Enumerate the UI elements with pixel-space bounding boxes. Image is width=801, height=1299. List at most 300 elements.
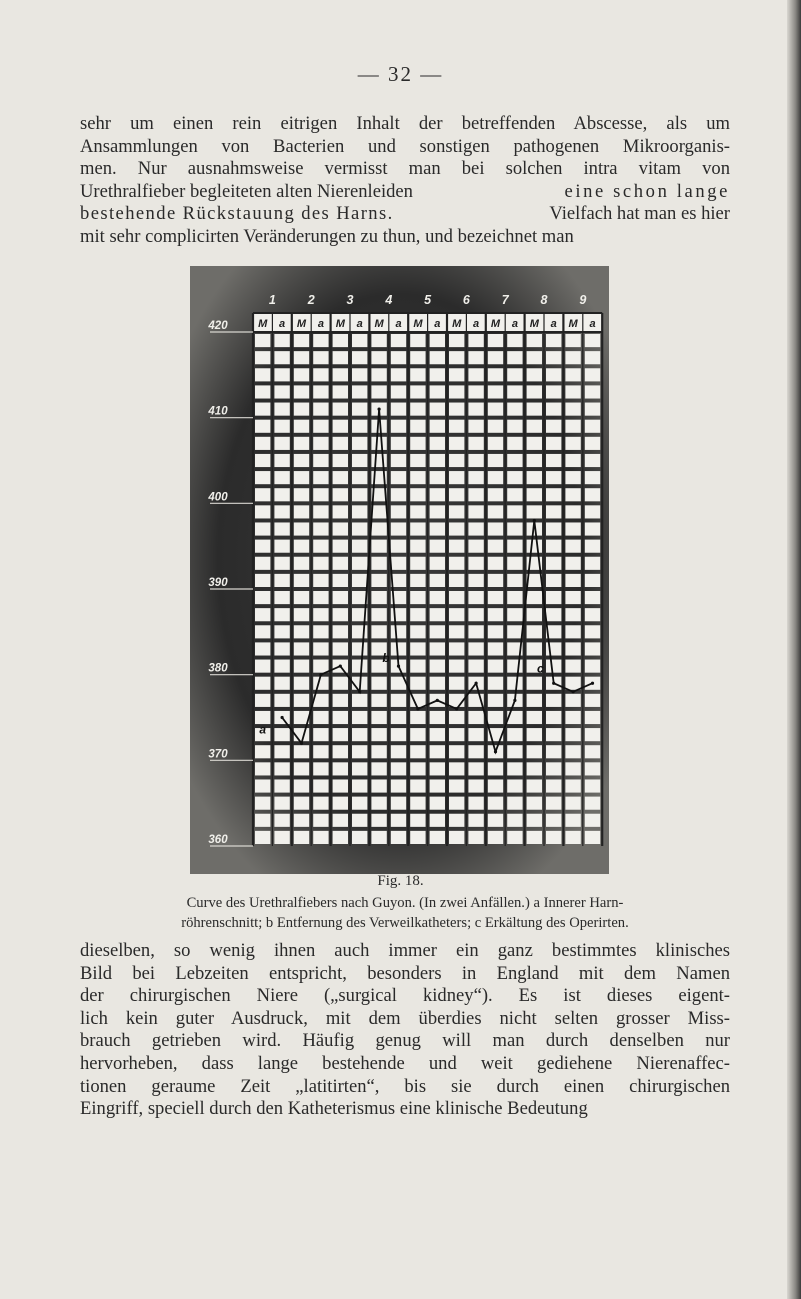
grid-cell (255, 471, 270, 484)
grid-cell (507, 385, 522, 398)
data-point (358, 690, 361, 693)
grid-cell (391, 368, 406, 381)
grid-cell (371, 745, 386, 758)
grid-cell (313, 608, 328, 621)
grid-cell (488, 762, 503, 775)
figure-caption (80, 893, 730, 933)
grid-cell (410, 403, 425, 416)
grid-cell (391, 540, 406, 553)
grid-cell (333, 745, 348, 758)
grid-cell (371, 625, 386, 638)
grid-cell (430, 505, 445, 518)
grid-cell (449, 745, 464, 758)
grid-cell (507, 368, 522, 381)
grid-cell (333, 797, 348, 810)
grid-cell (274, 745, 289, 758)
column-label: M (296, 318, 307, 330)
grid-cell (294, 420, 309, 433)
grid-cell (313, 385, 328, 398)
grid-cell (333, 334, 348, 347)
grid-cell (585, 420, 600, 433)
grid-cell (527, 797, 542, 810)
grid-cell (352, 728, 367, 741)
grid-cell (585, 351, 600, 364)
grid-cell (371, 437, 386, 450)
grid-cell (527, 694, 542, 707)
caption-line: röhrenschnitt; b Entfernung des Verweilkatheters; c Erkältung des Operirten. (181, 915, 629, 931)
grid-cell (488, 831, 503, 844)
column-label: a (317, 318, 324, 330)
data-point (300, 742, 303, 745)
grid-cell (488, 334, 503, 347)
grid-cell (410, 728, 425, 741)
paragraph-line: brauch getrieben wird. Häufig genug will man durch denselben nur (80, 1030, 730, 1052)
grid-cell (274, 488, 289, 501)
grid-cell (565, 403, 580, 416)
grid-cell (507, 797, 522, 810)
grid-cell (468, 385, 483, 398)
paragraph-line: der chirurgischen Niere („surgical kidney“). Es ist dieses eigent- (80, 985, 730, 1007)
grid-cell (255, 625, 270, 638)
grid-cell (565, 454, 580, 467)
grid-cell (468, 642, 483, 655)
grid-cell (313, 540, 328, 553)
grid-cell (255, 797, 270, 810)
grid-cell (527, 334, 542, 347)
grid-cell (488, 540, 503, 553)
grid-cell (430, 591, 445, 604)
grid-cell (449, 728, 464, 741)
grid-cell (507, 779, 522, 792)
grid-cell (527, 814, 542, 827)
grid-cell (255, 540, 270, 553)
grid-cell (468, 745, 483, 758)
grid-cell (468, 574, 483, 587)
grid-cell (352, 574, 367, 587)
grid-cell (274, 642, 289, 655)
data-point (416, 707, 419, 710)
paragraph-fragment: Urethralfieber begleiteten alten Nierenleiden (80, 180, 413, 202)
grid-cell (352, 385, 367, 398)
grid-cell (255, 403, 270, 416)
grid-cell (488, 351, 503, 364)
grid-cell (507, 471, 522, 484)
grid-cell (313, 625, 328, 638)
grid-cell (352, 403, 367, 416)
grid-cell (352, 694, 367, 707)
grid-cell (352, 471, 367, 484)
grid-cell (352, 831, 367, 844)
grid-cell (371, 762, 386, 775)
grid-cell (313, 403, 328, 416)
grid-cell (468, 351, 483, 364)
grid-cell (430, 608, 445, 621)
data-point (397, 665, 400, 668)
grid-cell (527, 642, 542, 655)
grid-cell (313, 368, 328, 381)
page-number: — 32 — (357, 62, 444, 86)
grid-cell (391, 814, 406, 827)
column-label: a (356, 318, 363, 330)
grid-cell (352, 540, 367, 553)
grid-cell (333, 694, 348, 707)
grid-cell (294, 591, 309, 604)
grid-cell (507, 403, 522, 416)
grid-cell (410, 488, 425, 501)
grid-cell (527, 540, 542, 553)
grid-cell (565, 471, 580, 484)
grid-cell (449, 540, 464, 553)
column-label: M (452, 318, 462, 330)
grid-cell (352, 660, 367, 673)
grid-cell (294, 677, 309, 690)
grid-cell (255, 677, 270, 690)
grid-cell (333, 762, 348, 775)
grid-cell (255, 745, 270, 758)
grid-cell (488, 505, 503, 518)
grid-cell (313, 779, 328, 792)
y-tick-label: 360 (208, 834, 228, 846)
grid-cell (585, 694, 600, 707)
grid-cell (313, 334, 328, 347)
grid-cell (546, 591, 561, 604)
grid-cell (352, 351, 367, 364)
grid-cell (468, 488, 483, 501)
grid-cell (294, 625, 309, 638)
grid-cell (352, 711, 367, 724)
grid-cell (313, 522, 328, 535)
grid-cell (565, 574, 580, 587)
caption-line: Curve des Urethralfiebers nach Guyon. (In zwei Anfällen.) a Innerer Harn- (186, 895, 624, 911)
grid-cell (255, 608, 270, 621)
grid-cell (255, 814, 270, 827)
column-label: a (550, 318, 557, 330)
grid-cell (565, 625, 580, 638)
grid-cell (449, 797, 464, 810)
grid-cell (430, 745, 445, 758)
grid-cell (449, 591, 464, 604)
grid-cell (371, 814, 386, 827)
grid-cell (430, 334, 445, 347)
grid-cell (527, 403, 542, 416)
grid-cell (255, 694, 270, 707)
grid-cell (371, 334, 386, 347)
grid-cell (294, 334, 309, 347)
y-tick-label: 410 (208, 405, 228, 418)
grid-cell (585, 797, 600, 810)
grid-cell (410, 574, 425, 587)
grid-cell (274, 437, 289, 450)
grid-cell (565, 437, 580, 450)
grid-cell (410, 368, 425, 381)
grid-cell (585, 488, 600, 501)
grid-cell (430, 471, 445, 484)
grid-cell (313, 420, 328, 433)
data-point (281, 716, 284, 719)
grid-cell (255, 420, 270, 433)
grid-cell (333, 488, 348, 501)
grid-cell (391, 471, 406, 484)
annotation-label: c (536, 661, 544, 676)
grid-cell (294, 540, 309, 553)
grid-cell (488, 797, 503, 810)
grid-cell (449, 711, 464, 724)
grid-cell (313, 762, 328, 775)
grid-cell (565, 522, 580, 535)
grid-cell (255, 557, 270, 570)
grid-cell (352, 454, 367, 467)
grid-cell (391, 711, 406, 724)
grid-cell (430, 522, 445, 535)
grid-cell (468, 779, 483, 792)
grid-cell (488, 557, 503, 570)
grid-cell (430, 814, 445, 827)
grid-cell (352, 522, 367, 535)
column-label: a (395, 318, 402, 330)
grid-cell (410, 334, 425, 347)
grid-cell (565, 831, 580, 844)
grid-cell (430, 762, 445, 775)
grid-cell (527, 625, 542, 638)
grid-cell (371, 368, 386, 381)
grid-cell (274, 694, 289, 707)
annotation-label: b (382, 651, 390, 666)
grid-cell (255, 591, 270, 604)
day-label: 5 (424, 293, 432, 307)
grid-cell (410, 711, 425, 724)
grid-cell (274, 454, 289, 467)
grid-cell (565, 694, 580, 707)
grid-cell (313, 351, 328, 364)
grid-cell (371, 540, 386, 553)
grid-cell (546, 694, 561, 707)
grid-cell (527, 745, 542, 758)
grid-cell (391, 420, 406, 433)
grid-cell (255, 831, 270, 844)
grid-cell (391, 351, 406, 364)
grid-cell (507, 522, 522, 535)
grid-cell (546, 831, 561, 844)
grid-cell (449, 368, 464, 381)
grid-cell (352, 557, 367, 570)
grid-cell (255, 660, 270, 673)
grid-cell (565, 385, 580, 398)
figure-label: Fig. 18. (377, 873, 424, 889)
grid-cell (585, 591, 600, 604)
grid-cell (507, 814, 522, 827)
grid-cell (449, 660, 464, 673)
grid-cell (468, 334, 483, 347)
data-point (339, 665, 342, 668)
grid-cell (274, 368, 289, 381)
grid-cell (468, 728, 483, 741)
grid-cell (333, 351, 348, 364)
grid-cell (565, 505, 580, 518)
column-label: M (490, 318, 501, 330)
grid-cell (352, 488, 367, 501)
grid-cell (565, 711, 580, 724)
emphasis-text: bestehende Rückstauung des Harns. (80, 203, 394, 225)
grid-cell (585, 762, 600, 775)
grid-cell (546, 711, 561, 724)
grid-cell (430, 368, 445, 381)
grid-cell (565, 368, 580, 381)
grid-cell (449, 488, 464, 501)
grid-cell (313, 591, 328, 604)
grid-cell (488, 522, 503, 535)
grid-cell (507, 557, 522, 570)
grid-cell (585, 711, 600, 724)
grid-cell (468, 660, 483, 673)
grid-cell (449, 762, 464, 775)
grid-cell (430, 385, 445, 398)
grid-cell (255, 454, 270, 467)
grid-cell (371, 351, 386, 364)
grid-cell (274, 574, 289, 587)
grid-cell (468, 814, 483, 827)
grid-cell (468, 557, 483, 570)
grid-cell (585, 625, 600, 638)
grid-cell (507, 437, 522, 450)
grid-cell (488, 642, 503, 655)
grid-cell (352, 505, 367, 518)
grid-cell (352, 437, 367, 450)
paragraph-line: dieselben, so wenig ihnen auch immer ein ganz bestimmtes klinisches (80, 940, 730, 961)
grid-cell (527, 385, 542, 398)
grid-cell (507, 488, 522, 501)
grid-cell (274, 403, 289, 416)
grid-cell (294, 814, 309, 827)
grid-cell (294, 642, 309, 655)
grid-cell (294, 574, 309, 587)
column-label: a (589, 318, 596, 330)
grid-cell (333, 557, 348, 570)
grid-cell (274, 334, 289, 347)
grid-cell (507, 540, 522, 553)
grid-cell (546, 574, 561, 587)
paragraph-top (80, 113, 730, 249)
grid-cell (255, 505, 270, 518)
grid-cell (468, 797, 483, 810)
column-label: M (374, 318, 384, 330)
grid-cell (585, 728, 600, 741)
grid-cell (507, 608, 522, 621)
grid-cell (507, 574, 522, 587)
day-label: 9 (579, 293, 587, 307)
grid-cell (294, 745, 309, 758)
grid-cell (333, 437, 348, 450)
grid-cell (488, 471, 503, 484)
grid-cell (546, 420, 561, 433)
grid-cell (333, 711, 348, 724)
grid-cell (430, 642, 445, 655)
grid-cell (488, 660, 503, 673)
grid-cell (274, 728, 289, 741)
grid-cell (585, 814, 600, 827)
grid-cell (391, 488, 406, 501)
grid-cell (274, 762, 289, 775)
grid-cell (294, 660, 309, 673)
grid-cell (391, 779, 406, 792)
grid-cell (430, 711, 445, 724)
grid-cell (565, 728, 580, 741)
grid-cell (449, 505, 464, 518)
grid-cell (294, 557, 309, 570)
grid-cell (449, 779, 464, 792)
grid-cell (410, 557, 425, 570)
grid-cell (371, 797, 386, 810)
grid-cell (294, 797, 309, 810)
grid-cell (274, 522, 289, 535)
grid-cell (371, 591, 386, 604)
grid-cell (430, 557, 445, 570)
grid-cell (410, 797, 425, 810)
grid-cell (371, 831, 386, 844)
grid-cell (565, 488, 580, 501)
grid-cell (430, 779, 445, 792)
grid-cell (488, 488, 503, 501)
grid-cell (507, 745, 522, 758)
grid-cell (430, 625, 445, 638)
grid-cell (488, 608, 503, 621)
grid-cell (488, 711, 503, 724)
grid-cell (488, 591, 503, 604)
grid-cell (449, 420, 464, 433)
grid-cell (546, 522, 561, 535)
grid-cell (507, 420, 522, 433)
data-point (378, 408, 381, 411)
grid-cell (468, 454, 483, 467)
annotation-label: a (259, 722, 267, 737)
grid-cell (546, 351, 561, 364)
grid-cell (430, 797, 445, 810)
grid-cell (468, 505, 483, 518)
grid-cell (507, 505, 522, 518)
grid-cell (410, 454, 425, 467)
grid-cell (294, 779, 309, 792)
grid-cell (274, 385, 289, 398)
grid-cell (313, 797, 328, 810)
grid-cell (527, 420, 542, 433)
grid-cell (468, 831, 483, 844)
grid-cell (391, 403, 406, 416)
grid-cell (546, 505, 561, 518)
grid-cell (488, 625, 503, 638)
paragraph-line: sehr um einen rein eitrigen Inhalt der betreffenden Abscesse, als um (80, 113, 730, 134)
grid-cell (449, 385, 464, 398)
grid-cell (255, 334, 270, 347)
grid-cell (313, 660, 328, 673)
grid-cell (507, 351, 522, 364)
grid-cell (333, 505, 348, 518)
grid-cell (371, 728, 386, 741)
grid-cell (313, 557, 328, 570)
grid-cell (371, 677, 386, 690)
grid-cell (294, 471, 309, 484)
grid-cell (294, 368, 309, 381)
grid-cell (391, 454, 406, 467)
grid-cell (333, 591, 348, 604)
data-point (591, 682, 594, 685)
grid-cell (546, 814, 561, 827)
grid-cell (507, 454, 522, 467)
grid-cell (527, 454, 542, 467)
grid-cell (313, 505, 328, 518)
day-label: 6 (462, 293, 470, 307)
grid-cell (507, 831, 522, 844)
grid-cell (488, 694, 503, 707)
grid-cell (371, 574, 386, 587)
